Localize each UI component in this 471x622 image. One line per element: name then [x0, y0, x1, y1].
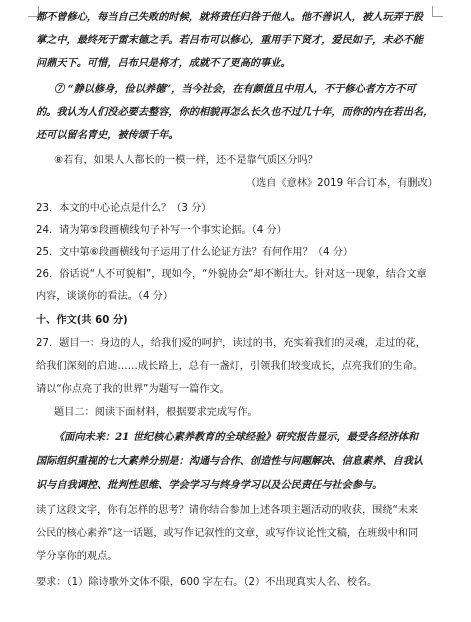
requirements: 要求：（1）除诗歌外文体不限，600 字左右。（2）不出现真实人名、校名。 — [36, 577, 378, 588]
question-25: 25．文中第⑥段画横线句子运用了什么论证方法？有何作用？（4 分） — [36, 247, 354, 258]
essay-line: 掌之中，最终死于雷末德之手。若吕布可以修心，重用手下贤才，爱民如子，未必不能 — [36, 34, 424, 46]
question-24: 24．请为第⑤段画横线句子补写一个事实论据。（4 分） — [36, 225, 287, 236]
essay-line: 还可以留名青史，被传颂千年。 — [36, 129, 179, 141]
source-note: （选自《意林》2019 年合订本，有删改） — [245, 178, 438, 189]
essay-line: 问鼎天下。可惜，吕布只是将才，成就不了更高的事业。 — [36, 57, 291, 69]
instruction-line: 公民的核心素养”这一话题，或写作记叙性的文章，或写作议论性文稿，在班级中和同 — [36, 528, 419, 539]
prompt-two: 题目二：阅读下面材料，根据要求完成写作。 — [54, 407, 258, 418]
question-27-cont: 请以“你点亮了我的世界”为题写一篇作文。 — [36, 384, 230, 395]
material-line: 国际组织重视的七大素养分别是：沟通与合作、创造性与问题解决、信息素养、自我认 — [36, 455, 424, 467]
essay-line: ⑦ “静以修身，俭以养德”，当今社会，在有颜值且中用人，不于修心者方方不可 — [54, 83, 416, 95]
question-27: 27．题目一：身边的人，给我们爱的呵护，读过的书，充实着我们的灵魂，走过的花， — [36, 338, 426, 349]
essay-line: 的。我认为人们没必要去整容，你的相貌再怎么长久也不过几十年，而你的内在若出名， — [36, 106, 434, 118]
essay-line: ⑧若有，如果人人都长的一模一样，还不是靠气质区分吗？ — [54, 155, 318, 166]
material-line: 识与自我调控、批判性思维、学会学习与终身学习以及公民责任与社会参与。 — [36, 479, 383, 491]
question-26-cont: 内容，谈谈你的看法。（4 分） — [36, 291, 174, 302]
question-26: 26．俗话说“人不可貌相”，现如今，“外貌协会”却不断壮大。针对这一现象，结合文章 — [36, 269, 427, 280]
question-23: 23．本文的中心论点是什么？（3 分） — [36, 203, 212, 214]
material-line: 《面向未来：21 世纪核心素养教育的全球经验》研究报告显示，最受各经济体和 — [54, 431, 419, 443]
question-27-cont: 给我们深刻的启迪……成长路上，总有一盏灯，引领我们较变成长，点亮我们的生命。 — [36, 361, 424, 372]
instruction-line: 读了这段文字，你有怎样的思考？请你结合参加上述各项主题活动的收获，围绕“未来 — [36, 505, 419, 516]
essay-line: 都不曾修心，每当自己失败的时候，就将责任归咎于他人。他不善识人，被人玩弄于股 — [36, 11, 424, 23]
instruction-line: 学分享你的观点。 — [36, 551, 118, 562]
section-heading: 十、作文(共 60 分) — [36, 315, 128, 326]
